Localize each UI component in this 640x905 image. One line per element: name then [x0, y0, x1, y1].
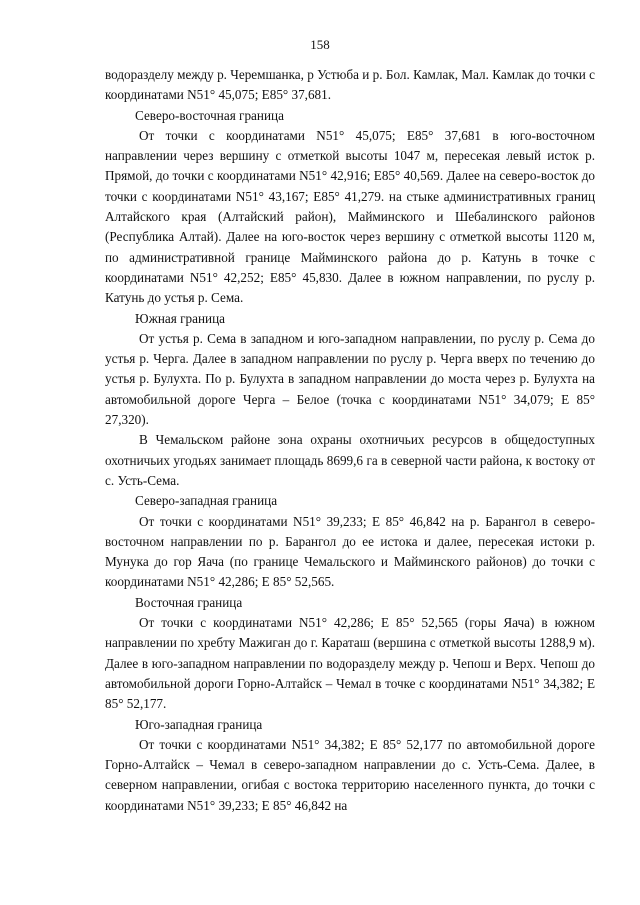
paragraph-northeast-border: От точки с координатами N51° 45,075; E85° 37,681 в юго-восточном направлении через вершину с отметкой высоты 1047 м, пересекая левый исток р. Прямой, до точки с координатами N51° 42,916; E85° 40,569. Далее на северо-восток до точки с координатами N51° 43,167; E85° 41,279. на стыке административных границ Алтайского края (Алтайский район), Майминского и Шебалинского районов (Республика Алтай). Далее на юго-восток через вершину с отметкой высоты 1120 м, по административной границе Майминского района до р. Катунь в точке с координатами N51° 42,252; E85° 45,830. Далее в южном направлении, по руслу р. Катунь до устья р. Сема. — [105, 127, 595, 306]
paragraph-southwest-border: От точки с координатами N51° 34,382; E 85° 52,177 по автомобильной дороге Горно-Алтайск – Чемал в северо-западном направлении до с. Усть-Сема. Далее, в северном направлении, огибая с востока территорию населенного пункта, до точки с координатами N51° 39,233; E 85° 46,842 на — [105, 736, 595, 813]
document-body — [105, 65, 595, 816]
heading-south-border: Южная граница — [135, 310, 225, 326]
page-number: 158 — [310, 37, 330, 52]
heading-southwest-border: Юго-западная граница — [135, 716, 263, 732]
heading-northwest-border: Северо-западная граница — [135, 493, 278, 509]
paragraph-continuation: водоразделу между р. Черемшанка, р Устюба и р. Бол. Камлак, Мал. Камлак до точки с координатами N51° 45,075; E85° 37,681. — [105, 67, 595, 103]
heading-east-border: Восточная граница — [135, 594, 243, 610]
paragraph-east-border: От точки с координатами N51° 42,286; E 85° 52,565 (горы Яача) в южном направлении по хребту Мажиган до г. Караташ (вершина с отметкой высоты 1288,9 м). Далее в юго-западном направлении по водоразделу между р. Чепош и Верх. Чепош до автомобильной дороги Горно-Алтайск – Чемал в точке с координатами N51° 34,382; E 85° 52,177. — [105, 615, 595, 712]
heading-northeast-border: Северо-восточная граница — [135, 107, 284, 123]
paragraph-south-border: От устья р. Сема в западном и юго-западном направлении, по руслу р. Сема до устья р. Черга. Далее в западном направлении по руслу р. Черга вверх по течению до устья р. Булухта. По р. Булухта в западном направлении до моста через р. Булухта на автомобильной дороге Черга – Белое (точка с координатами N51° 34,079; E 85° 27,320). — [105, 330, 595, 428]
paragraph-chemal-district: В Чемальском районе зона охраны охотничьих ресурсов в общедоступных охотничьих угодьях занимает площадь 8699,6 га в северной части района, к востоку от с. Усть-Сема. — [105, 432, 595, 488]
paragraph-northwest-border: От точки с координатами N51° 39,233; E 85° 46,842 на р. Барангол в северо-восточном направлении по р. Барангол до ее истока и далее, пересекая истоки р. Мунука до гор Яача (по границе Чемальского и Майминского районов) до точки с координатами N51° 42,286; E 85° 52,565. — [105, 513, 595, 590]
